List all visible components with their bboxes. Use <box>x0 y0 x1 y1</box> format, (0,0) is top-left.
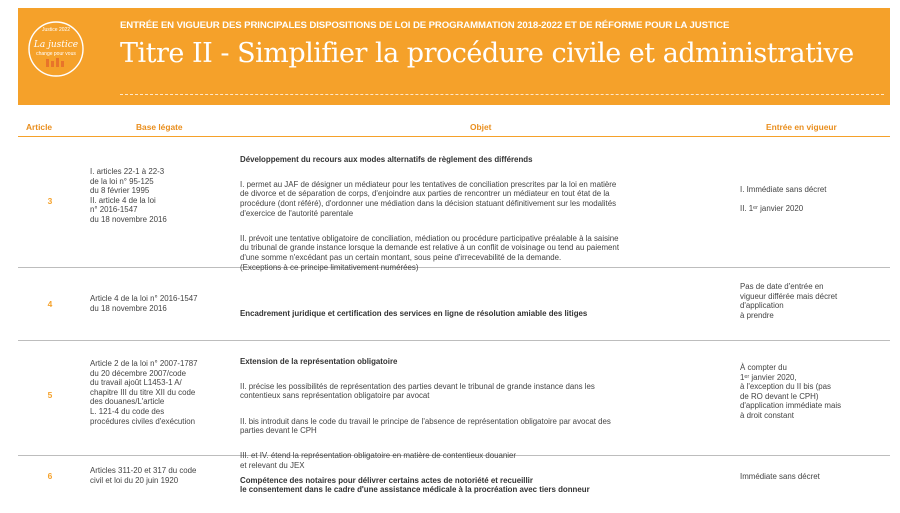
objet-paragraph: II. prévoit une tentative obligatoire de conciliation, médiation ou procédure participative préalable à la saisine du tribunal de grande instance lorsque la demande est relative à un conflit de voisinage ou tend au paiement d'une somme n'excédant pas un certain montant, sous peine d'irrecevabilité de la demande. (Exceptions à ce principe limitativement numérées) <box>240 233 620 272</box>
header-kicker: ENTRÉE EN VIGUEUR DES PRINCIPALES DISPOSITIONS DE LOI DE PROGRAMMATION 2018-2022 ET DE RÉFORME POUR LA JUSTICE <box>120 20 730 31</box>
objet <box>240 145 726 286</box>
objet-paragraph: II. précise les possibilités de représentation des parties devant le tribunal de grande instance dans les contentieux sans représentation obligatoire par avocat <box>240 381 595 401</box>
objet-paragraph: II. bis introduit dans le code du travail le principe de l'absence de représentation obligatoire par avocat des parties devant le CPH <box>240 416 611 436</box>
page-title: Titre II - Simplifier la procédure civile et administrative <box>120 38 854 69</box>
column-header-entry: Entrée en vigueur <box>766 122 837 132</box>
table-row <box>18 456 890 498</box>
divider <box>120 94 884 95</box>
table-row <box>18 341 890 470</box>
base-legale: Article 4 de la loi n° 2016-1547 du 18 novembre 2016 <box>90 294 198 313</box>
justice-logo <box>26 19 86 79</box>
article-number: 5 <box>47 390 53 400</box>
base-legale: Articles 311-20 et 317 du code civil et loi du 20 juin 1920 <box>90 466 197 485</box>
article-number: 3 <box>47 196 53 206</box>
base-legale: I. articles 22-1 à 22-3 de la loi n° 95-125 du 8 février 1995 II. article 4 de la loi n° 2016-1547 du 18 novembre 2016 <box>90 167 167 224</box>
svg-text:Justice 2022: Justice 2022 <box>42 27 71 33</box>
objet-paragraph: III. et IV. étend la représentation obligatoire en matière de contentieux douanier et relevant du JEX <box>240 451 517 470</box>
objet <box>240 466 726 508</box>
column-header-article: Article <box>26 122 53 132</box>
entree-en-vigueur: I. Immédiate sans décret II. 1ᵉʳ janvier 2020 <box>740 185 827 214</box>
header-banner <box>18 8 890 105</box>
entree-en-vigueur: Pas de date d'entrée en vigueur différée mais décret d'application à prendre <box>740 282 838 320</box>
objet <box>240 299 726 332</box>
objet-heading: Encadrement juridique et certification des services en ligne de résolution amiable des litiges <box>240 308 588 318</box>
column-header-objet: Objet <box>470 122 492 132</box>
base-legale: Article 2 de la loi n° 2007-1787 du 20 décembre 2007/code du travail ajoût L1453-1 A/ chapitre III du titre XII du code des douanes/L'article L. 121-4 du code des procédures civiles d'exécution <box>90 359 198 426</box>
table-row <box>18 137 890 272</box>
entree-en-vigueur: À compter du 1ᵉʳ janvier 2020, à l'exception du II bis (pas de RO devant le CPH) d'application immédiate mais à droit constant <box>740 363 842 420</box>
article-number: 4 <box>47 299 53 309</box>
entree-en-vigueur: Immédiate sans décret <box>740 472 820 481</box>
objet-heading: Compétence des notaires pour délivrer certains actes de notoriété et recueillir le consentement dans le cadre d'une assistance médicale à la procréation avec tiers donneur <box>240 475 590 495</box>
objet-heading: Extension de la représentation obligatoire <box>240 356 398 366</box>
table-row <box>18 268 890 341</box>
objet-paragraph: I. permet au JAF de désigner un médiateur pour les tentatives de conciliation prescrites par la loi en matière de divorce et de séparation de corps, d'enjoindre aux parties de rencontrer un médiateur en tout état de la procédure (dont référé), d'ordonner une médiation dans la décision statuant définitivement sur les modalités d'exercice de l'autorité parentale <box>240 179 617 218</box>
column-header-base: Base légate <box>136 122 183 132</box>
article-number: 6 <box>47 471 53 481</box>
objet-heading: Développement du recours aux modes alternatifs de règlement des différends <box>240 154 533 164</box>
svg-text:change pour vous: change pour vous <box>36 51 76 57</box>
table-header <box>18 120 890 137</box>
svg-text:La justice: La justice <box>33 40 79 50</box>
